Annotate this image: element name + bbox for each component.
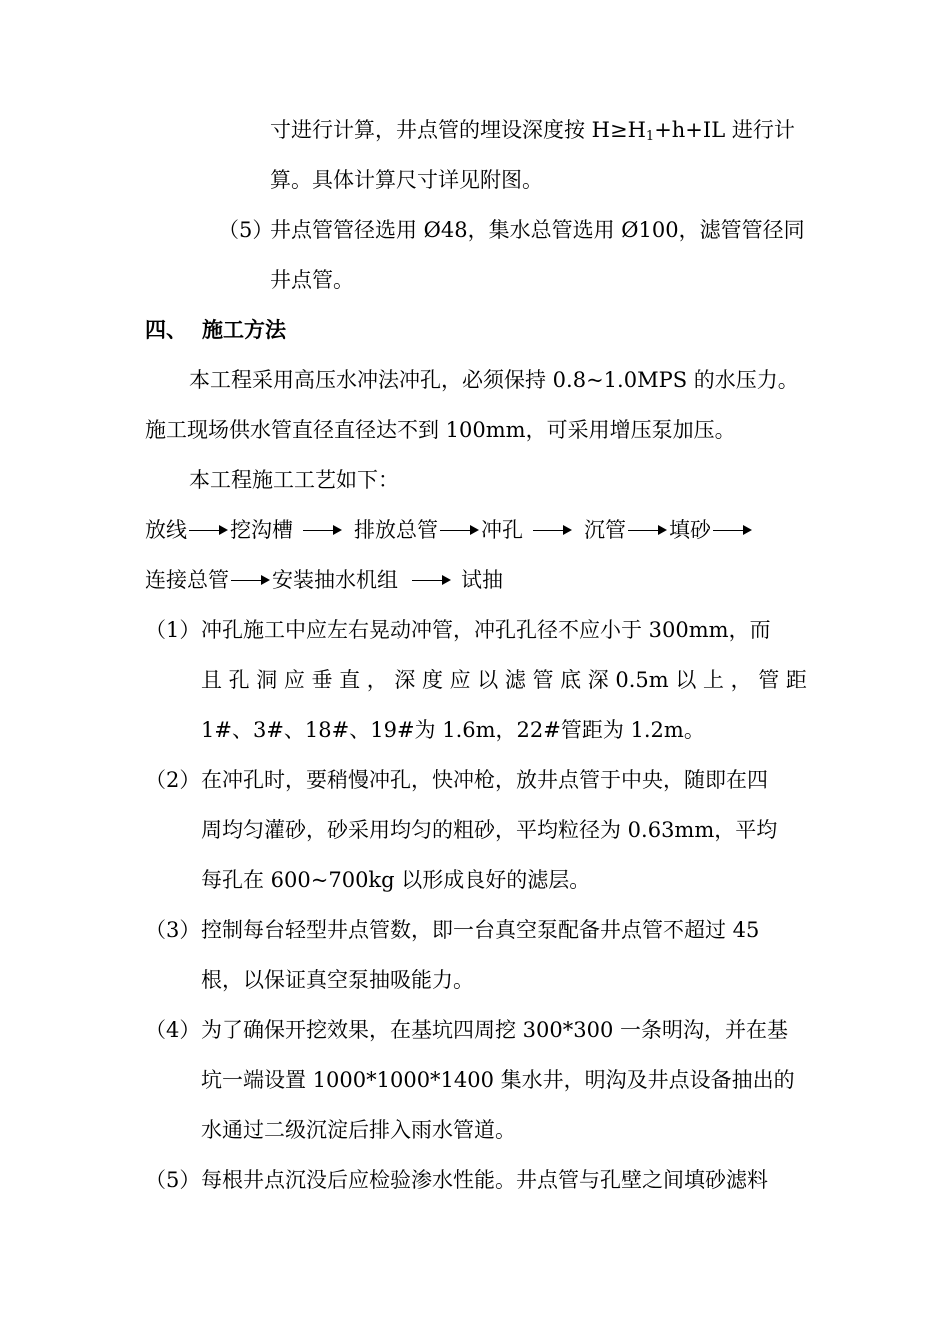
arrow-right-icon (713, 525, 752, 535)
justified-word: 管 (758, 668, 780, 692)
item-3-line-1: 控制每台轻型井点管数，即一台真空泵配备井点管不超过 45 (201, 918, 760, 942)
cont-text-b: +h+IL 进行计 (654, 118, 795, 142)
arrow-right-icon (412, 575, 451, 585)
justified-word: 底 (560, 668, 582, 692)
justified-word: 应 (283, 668, 305, 692)
arrow-right-icon (231, 575, 270, 585)
item-4-line-1: 为了确保开挖效果，在基坑四周挖 300*300 一条明沟，并在基 (201, 1018, 789, 1042)
item-4-line-3: 水通过二级沉淀后排入雨水管道。 (201, 1118, 516, 1142)
arrow-right-icon (189, 525, 228, 535)
flow-step: 填砂 (669, 518, 711, 542)
item-1-line-1: 冲孔施工中应左右晃动冲管，冲孔孔径不应小于 300mm，而 (201, 618, 771, 642)
flow-step: 安装抽水机组 (272, 568, 398, 592)
justified-word: 距 (785, 668, 807, 692)
justified-word: 洞 (256, 668, 278, 692)
cont-subscript: 1 (645, 129, 655, 144)
justified-word: 滤 (504, 668, 526, 692)
item-4-line-2: 坑一端设置 1000*1000*1400 集水井，明沟及井点设备抽出的 (201, 1068, 795, 1092)
flow-step: 试抽 (461, 568, 503, 592)
item5a-number: （5） (218, 218, 274, 242)
justified-word: ， (730, 668, 752, 692)
flow-step: 排放总管 (354, 518, 438, 542)
section-number: 四、 (145, 318, 187, 342)
section-title: 施工方法 (202, 318, 286, 342)
item-2-line-3: 每孔在 600~700kg 以形成良好的滤层。 (201, 868, 591, 892)
para2: 本工程施工工艺如下： (189, 468, 399, 492)
arrow-right-icon (533, 525, 572, 535)
para1-line-2: 施工现场供水管直径直径达不到 100mm，可采用增压泵加压。 (145, 418, 736, 442)
item-2-line-2: 周均匀灌砂，砂采用均匀的粗砂，平均粒径为 0.63mm，平均 (201, 818, 778, 842)
arrow-right-icon (628, 525, 667, 535)
item-1-number: （1） (145, 618, 201, 642)
justified-word: 0.5m (615, 668, 669, 692)
flow-step: 冲孔 (481, 518, 523, 542)
justified-word: 以 (477, 668, 499, 692)
para1-line-1: 本工程采用高压水冲法冲孔，必须保持 0.8~1.0MPS 的水压力。 (189, 368, 799, 392)
item5a-line-2: 井点管。 (270, 268, 354, 292)
justified-word: 应 (449, 668, 471, 692)
item-5-number: （5） (145, 1168, 201, 1192)
justified-word: 垂 (311, 668, 333, 692)
justified-word: 以 (675, 668, 697, 692)
arrow-right-icon (440, 525, 479, 535)
item5a-line-1: 井点管管径选用 Ø48，集水总管选用 Ø100，滤管管径同 (270, 218, 805, 242)
justified-word: 管 (532, 668, 554, 692)
justified-word: 直 (339, 668, 361, 692)
item-3-number: （3） (145, 918, 201, 942)
item-4-number: （4） (145, 1018, 201, 1042)
cont-line-2: 算。具体计算尺寸详见附图。 (270, 168, 543, 192)
item-3-line-2: 根，以保证真空泵抽吸能力。 (201, 968, 474, 992)
flow-step: 连接总管 (145, 568, 229, 592)
justified-word: 孔 (228, 668, 250, 692)
justified-word: 深 (587, 668, 609, 692)
item-1-line-2 (201, 667, 807, 693)
justified-word: 且 (201, 668, 222, 692)
justified-word: 上 (702, 668, 724, 692)
process-flow-row-2 (145, 567, 503, 593)
cont-line-1 (270, 117, 795, 143)
item-1-line-3: 1#、3#、18#、19#为 1.6m，22#管距为 1.2m。 (201, 718, 705, 742)
flow-step: 沉管 (584, 518, 626, 542)
flow-step: 挖沟槽 (230, 518, 293, 542)
justified-word: 深 (394, 668, 416, 692)
item-2-line-1: 在冲孔时，要稍慢冲孔，快冲枪，放井点管于中央，随即在四 (201, 768, 768, 792)
cont-text-a: 寸进行计算，井点管的埋设深度按 H≥H (270, 118, 646, 142)
process-flow-row-1 (145, 517, 754, 543)
flow-step: 放线 (145, 518, 187, 542)
item-5-line-1: 每根井点沉没后应检验渗水性能。井点管与孔壁之间填砂滤料 (201, 1168, 768, 1192)
justified-word: ， (366, 668, 388, 692)
arrow-right-icon (303, 525, 342, 535)
item-2-number: （2） (145, 768, 201, 792)
justified-word: 度 (422, 668, 443, 692)
